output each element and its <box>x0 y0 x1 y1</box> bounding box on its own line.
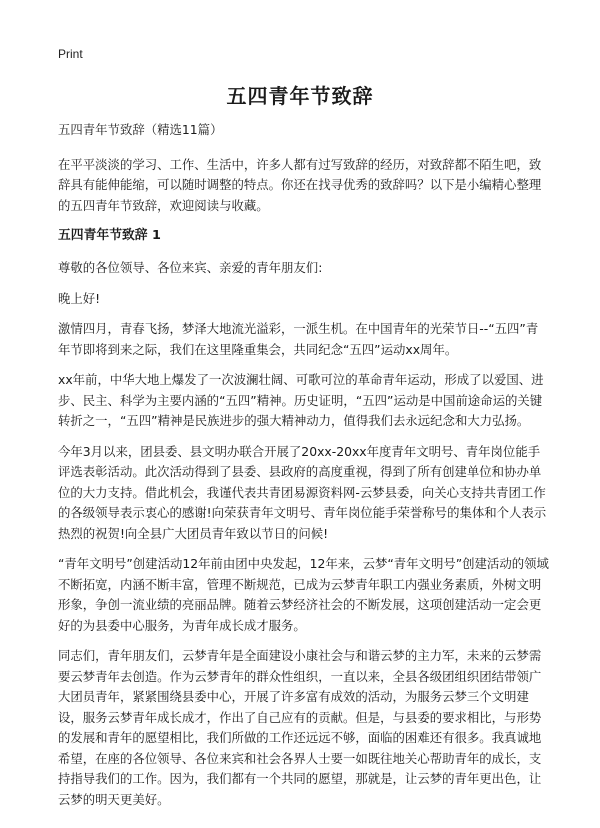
body-paragraph: 今年3月以来，团县委、县文明办联合开展了20xx-20xx年度青年文明号、青年岗位能手评选表彰活动。此次活动得到了县委、县政府的高度重视，得到了所有创建单位和协办单位的大力支持。借此机会，我谨代表共青团易源资料网-云梦县委，向关心支持共青团工作的各级领导表示衷心的感谢!向荣获青年文明号、青年岗位能手荣誉称号的集体和个人表示热烈的祝贺!向全县广大团员青年致以节日的问候! <box>58 443 547 541</box>
greeting: 晚上好! <box>58 290 101 306</box>
body-paragraph: 激情四月，青春飞扬，梦泽大地流光溢彩，一派生机。在中国青年的光荣节日--“五四”青年节即将到来之际，我们在这里隆重集会，共同纪念“五四”运动xx周年。 <box>58 321 539 357</box>
salutation: 尊敬的各位领导、各位来宾、亲爱的青年朋友们: <box>58 260 323 275</box>
body-paragraph: xx年前，中华大地上爆发了一次波澜壮阔、可歌可泣的革命青年运动，形成了以爱国、进步、民主、科学为主要内涵的“五四”精神。历史证明，“五四”运动是中国前途命运的关键转折之一，“五四”精神是民族进步的强大精神动力，值得我们去永远纪念和大力弘扬。 <box>58 372 544 428</box>
body-paragraph: 同志们，青年朋友们，云梦青年是全面建设小康社会与和谐云梦的主力军，未来的云梦需要云梦青年去创造。作为云梦青年的群众性组织，一直以来，全县各级团组织团结带领广大团员青年，紧紧围绕县委中心，开展了许多富有成效的活动，为服务云梦三个文明建设，服务云梦青年成长成才，作出了自己应有的贡献。但是，与县委的要求相比，与形势的发展和青年的愿望相比，我们所做的工作还远远不够，面临的困难还有很多。我真诚地希望，在座的各位领导、各位来宾和社会各界人士要一如既往地关心帮助青年的成长，支持指导我们的工作。因为，我们都有一个共同的愿望，那就是，让云梦的青年更出色，让云梦的明天更美好。 <box>58 648 542 807</box>
section-heading: 五四青年节致辞 1 <box>58 228 161 243</box>
document-body <box>58 120 550 820</box>
print-link[interactable]: Print <box>58 47 83 61</box>
page-title: 五四青年节致辞 <box>226 84 374 108</box>
intro-paragraph: 在平平淡淡的学习、工作、生活中，许多人都有过写致辞的经历，对致辞都不陌生吧，致辞具有能伸能缩，可以随时调整的特点。你还在找寻优秀的致辞吗？以下是小编精心整理的五四青年节致辞，欢迎阅读与收藏。 <box>58 156 542 213</box>
document-subtitle: 五四青年节致辞（精选11篇） <box>58 122 223 137</box>
body-paragraph: “青年文明号”创建活动12年前由团中央发起，12年来，云梦“青年文明号”创建活动的领域不断拓宽，内涵不断丰富，管理不断规范，已成为云梦青年职工内强业务素质，外树文明形象，争创一流业绩的亮丽品牌。随着云梦经济社会的不断发展，这项创建活动一定会更好的为县委中心服务，为青年成长成才服务。 <box>58 556 549 633</box>
